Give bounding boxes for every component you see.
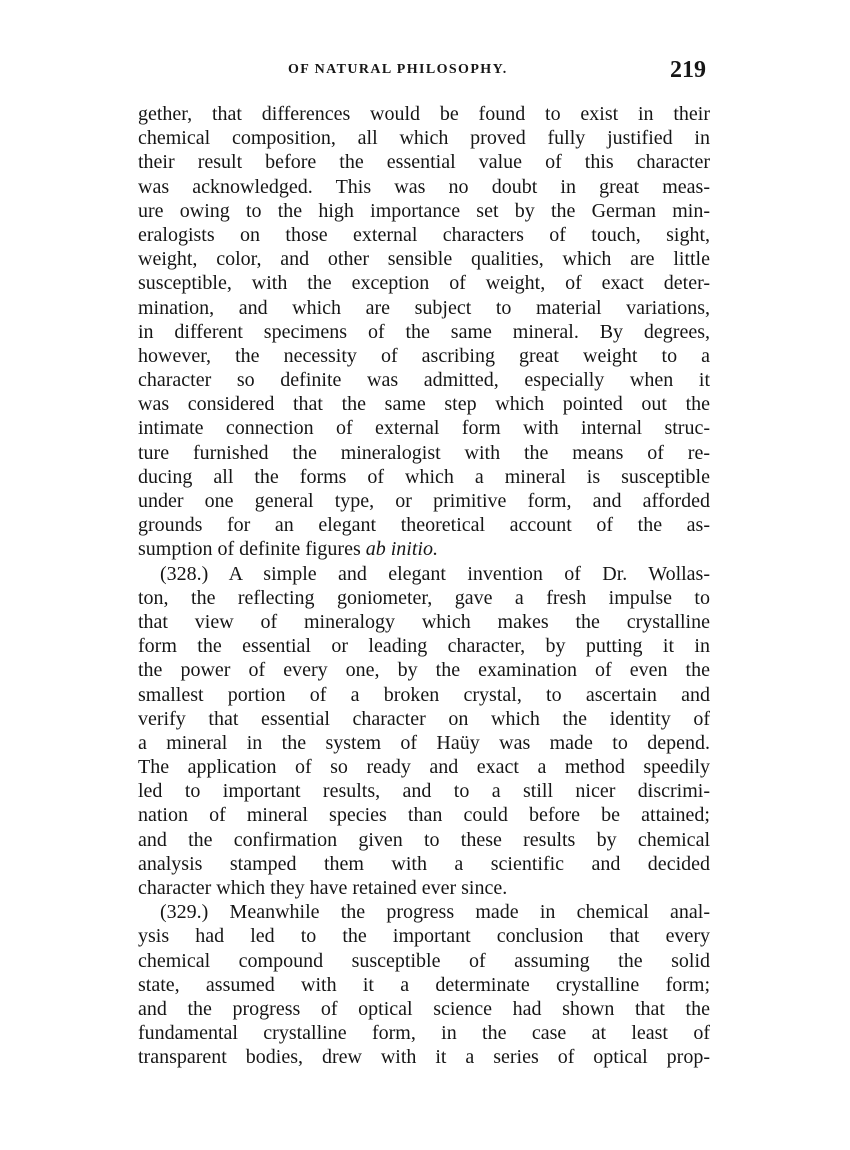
text-line: ysis had led to the important conclusion that every [138,925,710,948]
text-line: susceptible, with the exception of weight, of exact deter- [138,272,710,295]
text-line: grounds for an elegant theoretical account of the as- [138,514,710,537]
text-line: a mineral in the system of Haüy was made to depend. [138,731,710,754]
text-line: transparent bodies, drew with it a series of optical prop- [138,1046,710,1069]
text-line: (329.) Meanwhile the progress made in chemical anal- [160,901,710,924]
text-line: the power of every one, by the examination of even the [138,659,710,682]
text-line: ure owing to the high importance set by the German min- [138,199,710,222]
text-line [138,537,710,561]
running-title: OF NATURAL PHILOSOPHY. [288,62,508,77]
paragraph-continued [138,102,710,562]
page-number: 219 [670,57,706,83]
line-text: sumption of definite figures [138,538,366,561]
text-line: ton, the reflecting goniometer, gave a fresh impulse to [138,586,710,609]
text-line: and the confirmation given to these results by chemical [138,828,710,851]
text-line: however, the necessity of ascribing great weight to a [138,344,710,367]
text-line: was acknowledged. This was no doubt in great meas- [138,175,710,198]
text-line: their result before the essential value of this character [138,151,710,174]
text-line: fundamental crystalline form, in the case at least of [138,1022,710,1045]
text-line: and the progress of optical science had shown that the [138,997,710,1020]
text-line: mination, and which are subject to material variations, [138,296,710,319]
text-line: intimate connection of external form with internal struc- [138,417,710,440]
text-line: led to important results, and to a still nicer discrimi- [138,780,710,803]
text-line: analysis stamped them with a scientific and decided [138,852,710,875]
running-head [138,57,710,86]
paragraph-329 [138,900,710,1069]
text-line: character which they have retained ever since. [138,877,508,899]
text-line: gether, that differences would be found to exist in their [138,103,710,125]
text-line: ture furnished the mineralogist with the means of re- [138,441,710,464]
text-line: character so definite was admitted, especially when it [138,369,710,392]
text-line: eralogists on those external characters of touch, sight, [138,223,710,246]
text-line: under one general type, or primitive form, and afforded [138,490,710,512]
text-line: ducing all the forms of which a mineral is susceptible [138,465,710,488]
text-line: weight, color, and other sensible qualities, which are little [138,248,710,271]
text-line: was considered that the same step which pointed out the [138,393,710,416]
text-line: The application of so ready and exact a method speedily [138,756,710,779]
text-line: that view of mineralogy which makes the crystalline [138,610,710,633]
text-line: state, assumed with it a determinate crystalline form; [138,973,710,996]
text-line: nation of mineral species than could before be attained; [138,804,710,827]
text-line: smallest portion of a broken crystal, to ascertain and [138,683,710,706]
text-line: chemical compound susceptible of assuming the solid [138,949,710,972]
text-line: (328.) A simple and elegant invention of Dr. Wollas- [160,562,710,585]
text-line: form the essential or leading character, by putting it in [138,635,710,658]
text-line: verify that essential character on which the identity of [138,707,710,730]
text-line: chemical composition, all which proved fully justified in [138,127,710,150]
page-body [138,102,710,1070]
text-line: in different specimens of the same mineral. By degrees, [138,320,710,343]
paragraph-328 [138,562,710,901]
italic-phrase: ab initio. [365,538,438,561]
